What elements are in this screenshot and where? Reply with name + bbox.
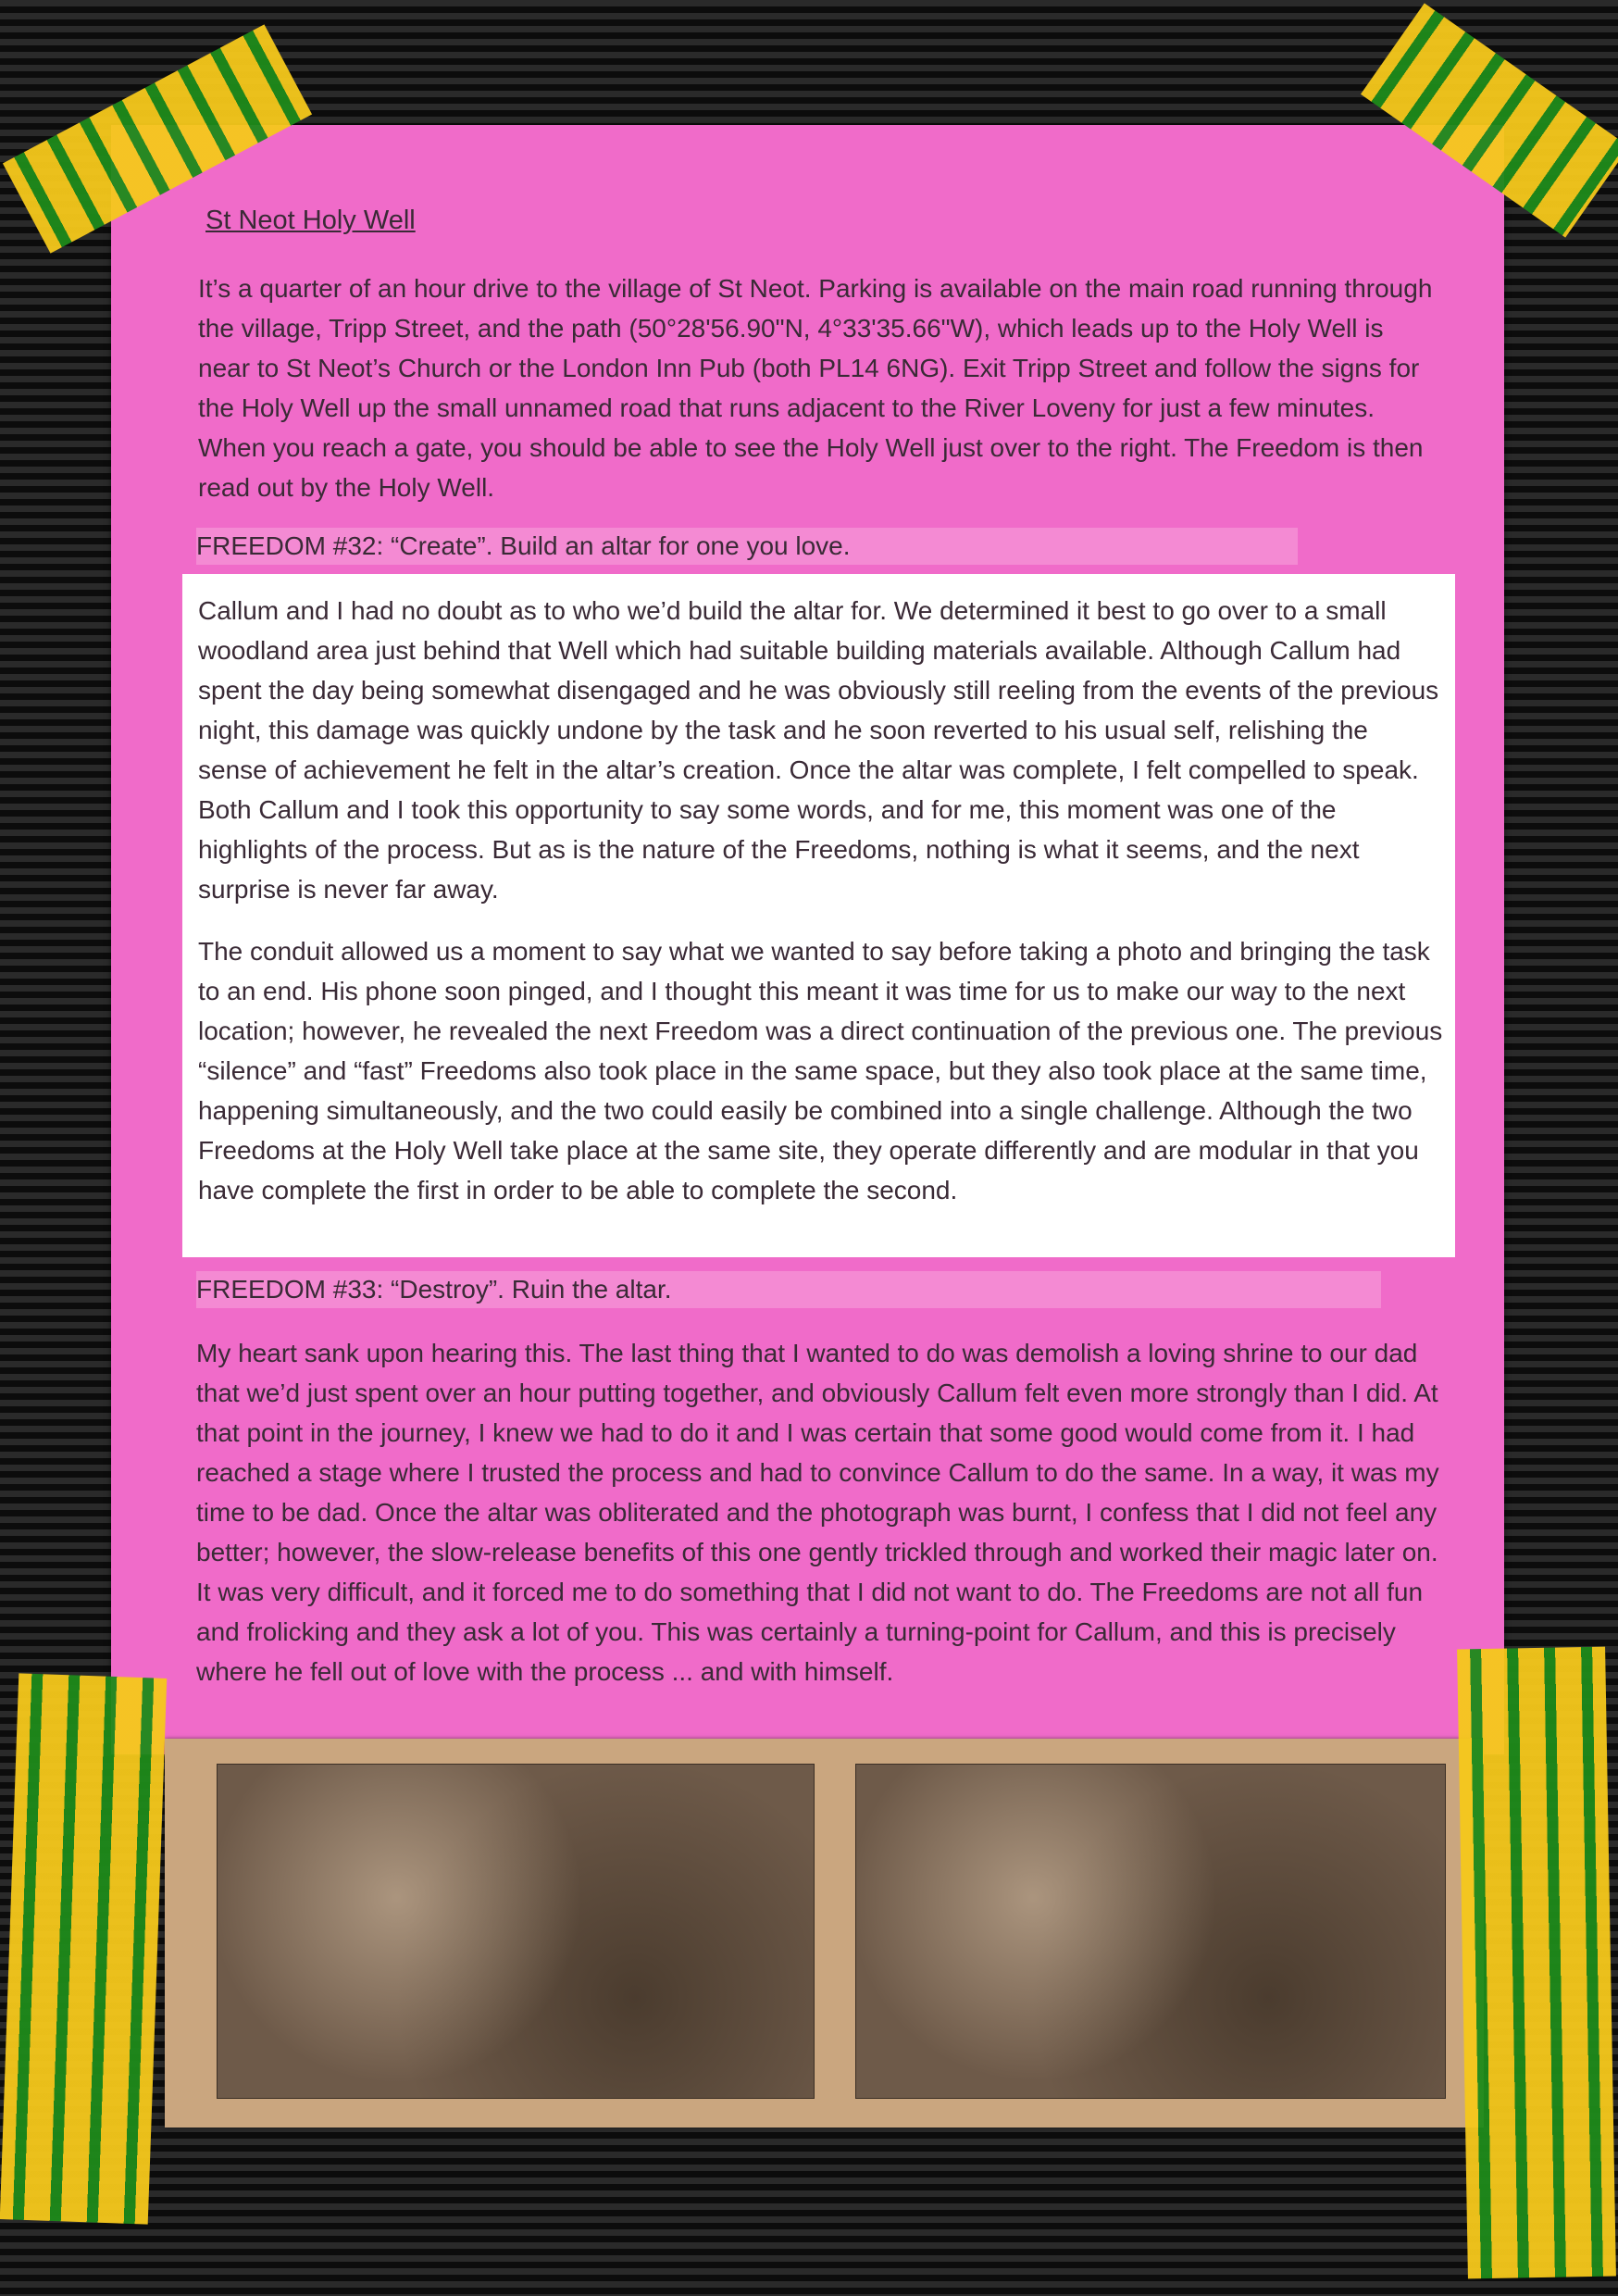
photo-altar-ruin (855, 1764, 1446, 2099)
freedom-33-heading: FREEDOM #33: “Destroy”. Ruin the altar. (196, 1271, 1381, 1308)
intro-paragraph: It’s a quarter of an hour drive to the village of St Neot. Parking is available on the main road running through the village, Tripp Street, and the path (50°28'56.90"N, 4°33'35.66"W), which leads up to the Holy Well is near to St Neot’s Church or the London Inn Pub (both PL14 6NG). Exit Tripp Street and follow the signs for the Holy Well up the small unnamed road that runs adjacent to the River Loveny for just a few minutes. When you reach a gate, you should be able to see the Holy Well just over to the right. The Freedom is then read out by the Holy Well. (198, 274, 1433, 502)
freedom-32-heading: FREEDOM #32: “Create”. Build an altar for one you love. (196, 528, 1298, 565)
tape-bottom-right (1457, 1647, 1616, 2279)
photo-embrace (217, 1764, 815, 2099)
paragraph-altar-build: Callum and I had no doubt as to who we’d build the altar for. We determined it best to go over to a small woodland area just behind that Well which had suitable building materials available. Although Callum had spent the day being somewhat disengaged and he was obviously still reeling from the events of the previous night, this damage was quickly undone by the task and he soon reverted to his usual self, relishing the sense of achievement he felt in the altar’s creation. Once the altar was complete, I felt compelled to speak. Both Callum and I took this opportunity to say some words, and for me, this moment was one of the highlights of the process. But as is the nature of the Freedoms, nothing is what it seems, and the next surprise is never far away. (198, 596, 1439, 904)
page-title: St Neot Holy Well (205, 206, 416, 235)
tape-bottom-left (0, 1673, 167, 2224)
paragraph-destroy: My heart sank upon hearing this. The last thing that I wanted to do was demolish a loving shrine to our dad that we’d just spent over an hour putting together, and obviously Callum felt even more strongly than I did. At that point in the journey, I knew we had to do it and I was certain that some good would come from it. I had reached a stage where I trusted the process and had to convince Callum to do the same. In a way, it was my time to be dad. Once the altar was obliterated and the photograph was burnt, I confess that I did not feel any better; however, the slow-release benefits of this one gently trickled through and worked their magic later on. It was very difficult, and it forced me to do something that I did not want to do. The Freedoms are not all fun and frolicking and they ask a lot of you. This was certainly a turning-point for Callum, and this is precisely where he fell out of love with the process ... and with himself. (196, 1339, 1439, 1686)
paragraph-conduit: The conduit allowed us a moment to say what we wanted to say before taking a photo and bringing the task to an end. His phone soon pinged, and I thought this meant it was time for us to make our way to the next location; however, he revealed the next Freedom was a direct continuation of the previous one. The previous “silence” and “fast” Freedoms also took place in the same space, but they also took place at the same time, happening simultaneously, and the two could easily be combined into a single challenge. Although the two Freedoms at the Holy Well take place at the same site, they operate differently and are modular in that you have complete the first in order to be able to complete the second. (198, 937, 1443, 1204)
